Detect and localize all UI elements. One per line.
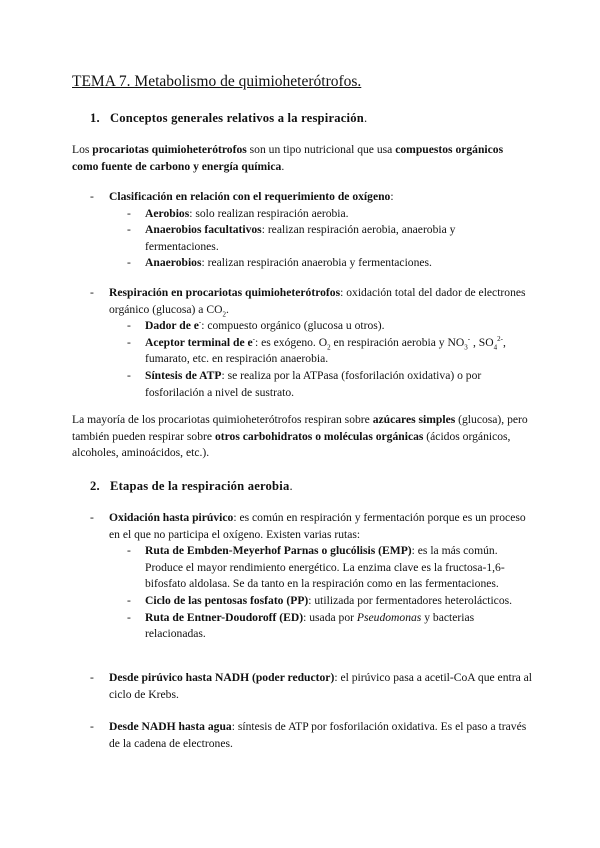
list-item: - Síntesis de ATP: se realiza por la ATPasa (fosforilación oxidativa) o por fosforilación a nivel de sustrato. (127, 368, 482, 399)
document-page: TEMA 7. Metabolismo de quimioheterótrofos. 1. Conceptos generales relativos a la respiración. Los procariotas quimioheterótrofos son un tipo nutricional que usa compuestos orgánicos como fuente de carbono y energía química. - Clasificación en relación con el requerimiento de oxígeno: - Aerobios: solo realizan respiración aerobia. - Anaerobios facultativos: realizan respiración aerobia, anaerobia y fermentaciones. - Anaerobios: realizan respiración anaerobia y fermentaciones. - Respiración en procariotas quimioheterótrofos: oxidación total del dador de electrones orgánico (glucosa) a $CO_2$. - Dador de e-: compuesto orgánico (glucosa u otros). - Aceptor terminal de e-: es exógeno. $O_2$ en respiración aerobia y $NO_3^-$ , $SO_4^{2-}$, fumarato, etc. en respiración anaerobia. - Síntesis de ATP: se realiza por la ATPasa (fosforilación oxidativa) o por fosforilación a nivel de sustrato. La mayoría de los procariotas quimioheterótrofos respiran sobre azúcares simples (glucosa), pero también pueden respirar sobre otros carbohidratos o moléculas orgánicas (ácidos orgánicos, alcoholes, aminoácidos, etc.). 2. Etapas de la respiración aerobia. - Oxidación hasta pirúvico: es común en respiración y fermentación porque es un proceso en el que no participa el oxígeno. Existen varias rutas: - Ruta de Embden-Meyerhof Parnas o glucólisis (EMP): es la más común. Produce el mayor rendimiento energético. La enzima clave es la fructosa-1,6-bifosfato aldolasa. Se da tanto en la respiración como en las fermentaciones. - Ciclo de las pentosas fosfato (PP): utilizada por fermentadores heterolácticos. - Ruta de Entner-Doudoroff (ED): usada por Pseudomonas y bacterias relacionadas. - Desde pirúvico hasta NADH (poder reductor): el pirúvico pasa a acetil-CoA que entra al ciclo de Krebs. - Desde NADH hasta agua: síntesis de ATP por fosforilación oxidativa. Es el paso a través de la cadena de electrones. (0, 0, 600, 848)
bullet-dash: - (90, 671, 94, 684)
list-item: - Dador de e-: compuesto orgánico (glucosa u otros). (127, 318, 385, 333)
bullet-dash: - (90, 720, 94, 733)
intro-paragraph: Los procariotas quimioheterótrofos son un tipo nutricional que usa compuestos orgánicos como fuente de carbono y energía química. (72, 143, 504, 173)
clasificacion-item: - Clasificación en relación con el requerimiento de oxígeno: - Aerobios: solo realizan respiración aerobia. - Anaerobios facultativos: realizan respiración aerobia, anaerobia y fermentaciones. - Anaerobios: realizan respiración anaerobia y fermentaciones. (72, 189, 532, 272)
mayoria-paragraph: La mayoría de los procariotas quimioheterótrofos respiran sobre azúcares simples (glucosa), pero también pueden respirar sobre otros carbohidratos o moléculas orgánicas (ácidos orgánicos, alcoholes, aminoácidos, etc.). (72, 413, 528, 460)
bullet-dash: - (90, 190, 94, 203)
list-item: - Aceptor terminal de e-: es exógeno. $O_2$ en respiración aerobia y $NO_3^-$ , $SO_4^{2-}$, fumarato, etc. en respiración anaerobia. (127, 334, 506, 366)
page-title: TEMA 7. Metabolismo de quimioheterótrofos. (72, 73, 362, 90)
agua-item: - Desde NADH hasta agua: síntesis de ATP por fosforilación oxidativa. Es el paso a través de la cadena de electrones. (90, 720, 527, 750)
bullet-dash: - (90, 511, 94, 524)
list-item: - Ruta de Entner-Doudoroff (ED): usada por Pseudomonas y bacterias relacionadas. (127, 610, 475, 641)
section-number: 1. (90, 111, 100, 125)
list-item: - Anaerobios facultativos: realizan respiración aerobia, anaerobia y fermentaciones. (127, 223, 456, 253)
list-item: - Aerobios: solo realizan respiración aerobia. (127, 206, 349, 220)
respiracion-item: - Respiración en procariotas quimioheterótrofos: oxidación total del dador de electrones orgánico (glucosa) a $CO_2$. - Dador de e-: compuesto orgánico (glucosa u otros). - Aceptor terminal de e-: es exógeno. $O_2$ en respiración aerobia y $NO_3^-$ , $SO_4^{2-}$, fumarato, etc. en respiración anaerobia. - Síntesis de ATP: se realiza por la ATPasa (fosforilación oxidativa) o por fosforilación a nivel de sustrato. (72, 285, 532, 401)
nadh-item: - Desde pirúvico hasta NADH (poder reductor): el pirúvico pasa a acetil-CoA que entra al ciclo de Krebs. (90, 671, 532, 701)
section-title: Conceptos generales relativos a la respiración (110, 111, 364, 125)
list-item: - Ciclo de las pentosas fosfato (PP): utilizada por fermentadores heterolácticos. (127, 593, 513, 607)
oxidacion-item: - Oxidación hasta pirúvico: es común en respiración y fermentación porque es un proceso en el que no participa el oxígeno. Existen varias rutas: - Ruta de Embden-Meyerhof Parnas o glucólisis (EMP): es la más común. Produce el mayor rendimiento energético. La enzima clave es la fructosa-1,6-bifosfato aldolasa. Se da tanto en la respiración como en las fermentaciones. - Ciclo de las pentosas fosfato (PP): utilizada por fermentadores heterolácticos. - Ruta de Entner-Doudoroff (ED): usada por Pseudomonas y bacterias relacionadas. (72, 510, 532, 643)
list-item: - Anaerobios: realizan respiración anaerobia y fermentaciones. (127, 256, 432, 270)
bullet-dash: - (90, 286, 94, 299)
section-title: Etapas de la respiración aerobia (110, 479, 290, 493)
section-number: 2. (90, 479, 100, 493)
list-item: - Ruta de Embden-Meyerhof Parnas o glucólisis (EMP): es la más común. Produce el mayor rendimiento energético. La enzima clave es la fructosa-1,6-bifosfato aldolasa. Se da tanto en la respiración como en las fermentaciones. (127, 544, 505, 591)
